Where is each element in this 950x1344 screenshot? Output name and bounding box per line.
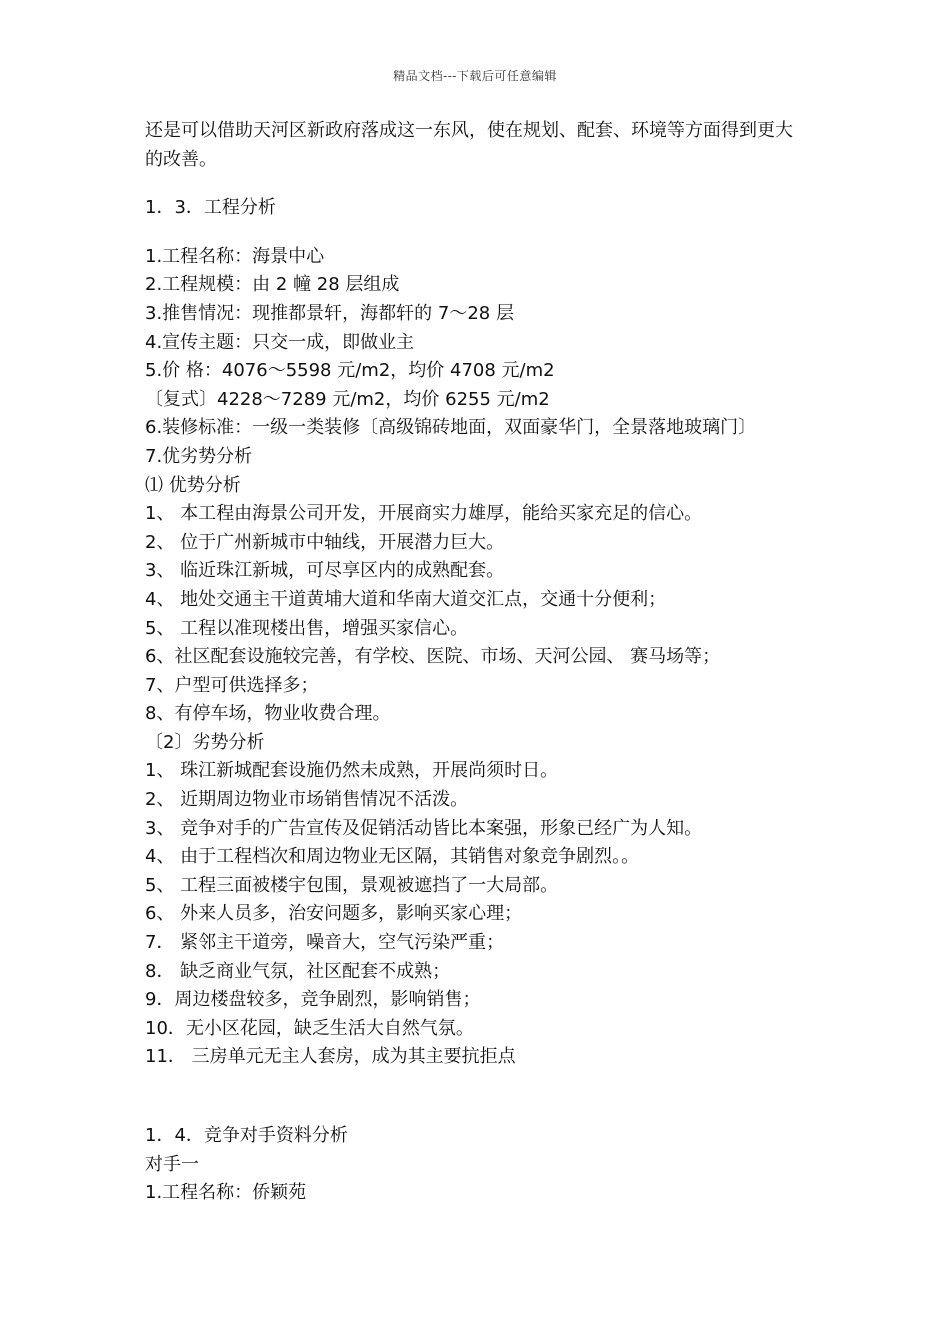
disadvantage-item: 5、 工程三面被楼宇包围，景观被遮挡了一大局部。 [145,874,559,896]
disadvantage-item: 9．周边楼盘较多，竞争剧烈，影响销售； [145,989,481,1011]
advantage-item: 1、 本工程由海景公司开发，开展商实力雄厚，能给买家充足的信心。 [145,503,703,525]
advantage-item: 7、户型可供选择多； [145,674,319,696]
project-info-line: 7.优劣势分析 [145,445,253,467]
advantage-item: 5、 工程以准现楼出售，增强买家信心。 [145,617,469,639]
disadvantage-item: 1、 珠江新城配套设施仍然未成熟，开展尚须时日。 [145,760,559,782]
advantages-heading: ⑴ 优势分析 [145,474,241,496]
advantage-item: 2、 位于广州新城市中轴线，开展潜力巨大。 [145,531,505,553]
disadvantages-heading: 〔2〕劣势分析 [145,731,265,753]
advantage-item: 8、有停车场，物业收费合理。 [145,703,391,725]
project-info-line: 1.工程名称：海景中心 [145,245,325,267]
competitor-label: 对手一 [145,1153,199,1175]
project-info-line: 〔复式〕4228～7289 元/m2，均价 6255 元/m2 [145,388,550,410]
disadvantage-item: 10．无小区花园，缺乏生活大自然气氛。 [145,1017,474,1039]
advantage-item: 4、 地处交通主干道黄埔大道和华南大道交汇点，交通十分便利； [145,588,667,610]
disadvantage-item: 11． 三房单元无主人套房，成为其主要抗拒点 [145,1046,516,1068]
disadvantage-item: 4、 由于工程档次和周边物业无区隔，其销售对象竞争剧烈。。 [145,846,640,868]
advantages-list [145,500,825,729]
intro-paragraph: 还是可以借助天河区新政府落成这一东风，使在规划、配套、环境等方面得到更大的改善。 [145,120,793,170]
project-info-line: 3.推售情况：现推都景轩，海都轩的 7～28 层 [145,302,514,324]
disadvantages-list [145,757,825,1072]
disadvantage-item: 6、 外来人员多，治安问题多，影响买家心理； [145,903,523,925]
disadvantage-item: 8． 缺乏商业气氛，社区配套不成熟； [145,960,451,982]
document-body [145,117,825,1208]
project-info-line: 5.价 格：4076～5598 元/m2，均价 4708 元/m2 [145,360,555,382]
competitor-project-line: 1.工程名称：侨颖苑 [145,1182,307,1204]
disadvantage-item: 3、 竞争对手的广告宣传及促销活动皆比本案强，形象已经广为人知。 [145,817,703,839]
project-info-line: 4.宣传主题：只交一成，即做业主 [145,331,415,353]
advantage-item: 6、社区配套设施较完善，有学校、医院、市场、天河公园、 赛马场等； [145,646,721,668]
advantage-item: 3、 临近珠江新城，可尽享区内的成熟配套。 [145,560,505,582]
project-info-line: 6.装修标准：一级一类装修〔高级锦砖地面，双面豪华门，全景落地玻璃门〕 [145,417,757,439]
project-info-list [145,243,825,472]
project-info-line: 2.工程规模：由 2 幢 28 层组成 [145,274,400,296]
disadvantage-item: 7． 紧邻主干道旁，噪音大，空气污染严重； [145,932,505,954]
disadvantage-item: 2、 近期周边物业市场销售情况不活泼。 [145,789,469,811]
section-1-3-heading: 1．3．工程分析 [145,197,276,219]
page-header: 精品文档---下载后可任意编辑 [393,69,557,83]
section-1-4-heading: 1．4．竞争对手资料分析 [145,1125,348,1146]
